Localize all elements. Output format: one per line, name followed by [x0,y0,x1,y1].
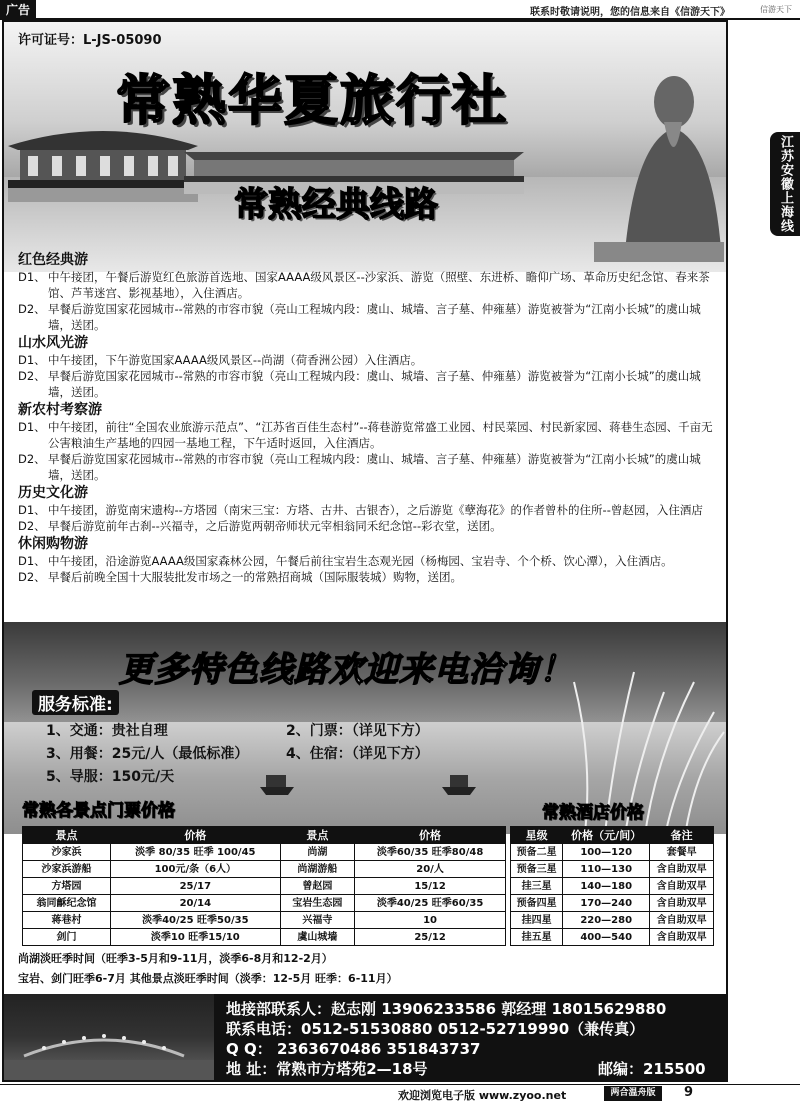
table-cell: 20/人 [355,861,506,878]
table-cell: 预备二星 [511,844,563,861]
day-itinerary: 早餐后游览国家花园城市--常熟的市容市貌（亮山工程城内段：虞山、城墙、言子墓、仲雍墓）游览被誉为“江南小长城”的虞山城墙，送团。 [48,452,701,482]
route-heading: 红色经典游 [18,252,88,268]
table-cell: 虞山城墙 [280,929,354,946]
service-title: 服务标准: [32,690,119,715]
day-itinerary: 早餐后游览国家花园城市--常熟的市容市貌（亮山工程城内段：虞山、城墙、言子墓、仲雍墓）游览被誉为“江南小长城”的虞山城墙，送团。 [48,369,701,399]
publisher-logo: 信游天下 [760,5,792,14]
table-header-row [511,827,714,844]
day-label: D2、 [18,369,46,383]
day-itinerary: 早餐后前晚全国十大服装批发市场之一的常熟招商城（国际服装城）购物，送团。 [48,570,462,584]
contact-person: 地接部联系人：赵志刚 13906233586 郭经理 18015629880 [226,1000,667,1018]
address-value: 常熟市方塔苑2—18号 [276,1060,428,1078]
route-day [18,451,718,483]
table-cell: 25/17 [110,878,280,895]
column-header: 价格（元/间） [563,827,650,844]
site-link[interactable]: 欢迎浏览电子版 www.zyoo.net [398,1089,567,1102]
table-cell: 套餐早 [650,844,714,861]
route-heading: 新农村考察游 [18,402,102,418]
qq-contact [226,1038,481,1059]
table-cell: 沙家浜 [23,844,111,861]
table-header-row [23,827,506,844]
table-cell: 预备四星 [511,895,563,912]
service-item: 5、导服：150元/天 [46,769,175,785]
agency-title: 常熟华夏旅行社 [116,69,508,132]
day-label: D2、 [18,302,46,316]
table-cell: 挂五星 [511,929,563,946]
table-cell: 淡季40/25 旺季60/35 [355,895,506,912]
day-label: D2、 [18,570,46,584]
table-cell: 挂四星 [511,912,563,929]
column-header: 价格 [110,827,280,844]
column-header: 景点 [280,827,354,844]
day-label: D1、 [18,420,46,434]
table-cell: 尚湖游船 [280,861,354,878]
qq-value: 2363670486 351843737 [276,1040,481,1058]
route-day [18,569,718,585]
table-row [511,929,714,946]
table-cell: 15/12 [355,878,506,895]
table-cell: 400—540 [563,929,650,946]
service-item: 1、交通：贵社自理 [46,723,168,739]
table-row [23,861,506,878]
table-cell: 兴福寺 [280,912,354,929]
service-item: 3、用餐：25元/人（最低标准） [46,746,249,762]
license-number: 许可证号：L-JS-05090 [18,33,162,48]
region-tab[interactable]: 江苏安徽上海线 [770,132,800,236]
table-cell: 20/14 [110,895,280,912]
day-label: D1、 [18,503,46,517]
table-row [511,844,714,861]
route-heading: 休闲购物游 [18,536,88,552]
table-cell: 宝岩生态园 [280,895,354,912]
table-cell: 挂三星 [511,878,563,895]
table-cell: 140—180 [563,878,650,895]
table-row [23,844,506,861]
table-cell: 110—130 [563,861,650,878]
postcode: 邮编：215500 [598,1060,706,1078]
address-label: 地 址： [226,1060,277,1078]
table-row [23,929,506,946]
page-footer [0,1084,800,1102]
table-cell: 曾赵园 [280,878,354,895]
advert-card [2,20,728,1082]
boat-photo [260,767,294,797]
season-note: 宝岩、剑门旺季6-7月 其他景点淡旺季时间（淡季：12-5月 旺季：6-11月） [18,972,398,985]
route-day [18,419,718,451]
route-day [18,301,718,333]
day-label: D2、 [18,519,46,533]
table-cell: 方塔园 [23,878,111,895]
day-itinerary: 中午接团，午餐后游览红色旅游首选地、国家AAAA级风景区--沙家浜、游览（照壁、东进桥、瞻仰广场、革命历史纪念馆、春来茶馆、芦苇迷宫、影视基地），入住酒店。 [48,270,710,300]
ad-tag: 广告 [0,0,36,20]
table-row [511,912,714,929]
table-cell: 沙家浜游船 [23,861,111,878]
table-cell: 淡季 80/35 旺季 100/45 [110,844,280,861]
statue-photo [594,62,724,262]
table-cell: 剑门 [23,929,111,946]
boat-photo [442,767,476,797]
table-cell: 25/12 [355,929,506,946]
route-day [18,502,718,518]
table-row [511,878,714,895]
edition-badge: 两合温舟版 [604,1086,662,1101]
table-cell: 含自助双早 [650,878,714,895]
table-cell: 100—120 [563,844,650,861]
day-itinerary: 早餐后游览国家花园城市--常熟的市容市貌（亮山工程城内段：虞山、城墙、言子墓、仲雍墓）游览被誉为“江南小长城”的虞山城墙，送团。 [48,302,701,332]
day-itinerary: 早餐后游览前年古刹--兴福寺，之后游览两朝帝师状元宰相翁同禾纪念馆--彩衣堂，送团。 [48,519,502,533]
promo-text: 更多特色线路欢迎来电洽询！ [119,650,574,690]
table-cell: 翁同龢纪念馆 [23,895,111,912]
night-bridge-photo [4,994,214,1080]
hero-banner [4,22,726,272]
day-label: D1、 [18,353,46,367]
table-cell: 含自助双早 [650,895,714,912]
table-row [23,912,506,929]
table-cell: 含自助双早 [650,912,714,929]
table-cell: 蒋巷村 [23,912,111,929]
route-day [18,518,718,534]
day-itinerary: 中午接团，沿途游览AAAA级国家森林公园，午餐后前往宝岩生态观光园（杨梅园、宝岩寺、个个桥、饮心潭），入住酒店。 [48,554,673,568]
hotel-price-title: 常熟酒店价格 [542,803,644,823]
route-day [18,352,718,368]
day-itinerary: 中午接团，前往“全国农业旅游示范点”、“江苏省百佳生态村”--蒋巷游览常盛工业园、村民菜园、村民新家园、蒋巷生态园、千亩无公害粮油生产基地的四园一基地工程，下午适时返回，入住酒店。 [48,420,713,450]
route-day [18,368,718,400]
column-header: 景点 [23,827,111,844]
day-label: D1、 [18,270,46,284]
ticket-price-title: 常熟各景点门票价格 [22,801,175,821]
table-cell: 淡季60/35 旺季80/48 [355,844,506,861]
column-header: 星级 [511,827,563,844]
route-heading: 历史文化游 [18,485,88,501]
table-row [23,895,506,912]
day-itinerary: 中午接团，下午游览国家AAAA级风景区--尚湖（荷香洲公园）入住酒店。 [48,353,423,367]
section-subtitle: 常熟经典线路 [234,185,438,225]
ticket-price-table [22,826,506,946]
service-item: 2、门票：（详见下方） [286,723,429,739]
table-row [511,895,714,912]
service-item: 4、住宿：（详见下方） [286,746,429,762]
day-label: D2、 [18,452,46,466]
contact-phone: 联系电话：0512-51530880 0512-52719990（兼传真） [226,1020,645,1038]
hotel-price-table [510,826,714,946]
table-row [511,861,714,878]
table-cell: 170—240 [563,895,650,912]
top-bar [0,0,800,20]
day-itinerary: 中午接团，游览南宋遗构--方塔园（南宋三宝：方塔、古井、古银杏），之后游览《孽海花》的作者曾朴的住所--曾赵园，入住酒店 [48,503,703,517]
column-header: 价格 [355,827,506,844]
route-heading: 山水风光游 [18,335,88,351]
table-cell: 淡季10 旺季15/10 [110,929,280,946]
table-row [23,878,506,895]
route-list [18,250,718,585]
route-day [18,269,718,301]
column-header: 备注 [650,827,714,844]
table-cell: 含自助双早 [650,861,714,878]
table-cell: 10 [355,912,506,929]
table-cell: 淡季40/25 旺季50/35 [110,912,280,929]
table-cell: 预备三星 [511,861,563,878]
table-cell: 100元/条（6人） [110,861,280,878]
day-label: D1、 [18,554,46,568]
page-number: 9 [684,1085,694,1100]
table-cell: 含自助双早 [650,929,714,946]
source-note: 联系时敬请说明，您的信息来自《信游天下》 [530,7,730,18]
contact-panel [4,994,726,1080]
table-cell: 尚湖 [280,844,354,861]
address [226,1058,428,1079]
route-day [18,553,718,569]
qq-label: Q Q： [226,1040,272,1058]
season-note: 尚湖淡旺季时间（旺季3-5月和9-11月，淡季6-8月和12-2月） [18,952,333,965]
table-cell: 220—280 [563,912,650,929]
